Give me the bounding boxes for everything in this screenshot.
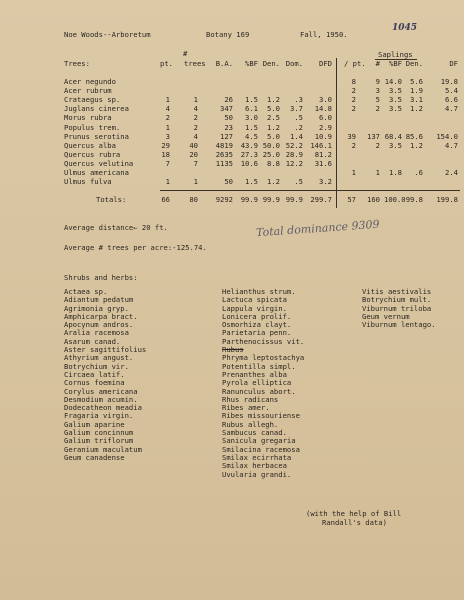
- species-name: Crataegus sp.: [64, 95, 121, 105]
- species-list-item: Parietaria penn.: [222, 328, 292, 338]
- table-cell: 43.9: [240, 140, 258, 150]
- table-cell: 3.7: [290, 104, 303, 114]
- table-cell: 50: [224, 113, 233, 123]
- table-cell: 127: [220, 131, 233, 141]
- species-list-item: Smilacina racemosa: [222, 444, 300, 454]
- species-name: Ulmus fulva: [64, 177, 112, 187]
- table-cell: 137: [367, 131, 380, 141]
- column-header: #: [375, 59, 380, 68]
- table-cell: 8.8: [267, 158, 280, 168]
- total-cell: 66: [161, 195, 170, 204]
- table-cell: 23: [224, 122, 233, 132]
- table-cell: 4.5: [245, 131, 258, 141]
- table-cell: 27.3: [240, 149, 258, 159]
- species-list-item: Apocynum andros.: [64, 320, 134, 330]
- table-cell: 2: [351, 104, 356, 114]
- total-cell: 100.0: [384, 195, 406, 204]
- table-cell: 1135: [215, 158, 233, 168]
- total-cell: 299.7: [310, 195, 332, 204]
- table-cell: 154.0: [436, 131, 458, 141]
- column-header: / pt.: [344, 59, 366, 68]
- total-cell: 99.9: [285, 195, 303, 204]
- species-list-item: Sanicula gregaria: [222, 436, 296, 446]
- table-cell: 6.1: [245, 104, 258, 114]
- total-cell: 99.9: [240, 195, 258, 204]
- species-list-item: Prenanthes alba: [222, 369, 287, 379]
- column-header: DFD: [319, 59, 332, 68]
- table-cell: 81.2: [314, 149, 332, 159]
- species-list-item: Potentilla simpl.: [222, 361, 296, 371]
- table-cell: 5.0: [267, 104, 280, 114]
- table-cell: 2: [351, 86, 356, 96]
- column-header: Den.: [262, 59, 280, 68]
- table-cell: 1.2: [267, 177, 280, 187]
- species-list-item: Pyrola elliptica: [222, 378, 292, 388]
- species-list-item: Corylus americana: [64, 386, 138, 396]
- species-list-item: Vitis aestivalis: [362, 287, 432, 296]
- species-list-item: Rhus radicans: [222, 394, 279, 404]
- total-cell: 9292: [215, 195, 233, 204]
- table-cell: 5.4: [445, 86, 458, 96]
- table-cell: 10.6: [240, 158, 258, 168]
- table-cell: 18: [161, 149, 170, 159]
- total-cell: 57: [347, 195, 356, 204]
- species-name: Juglans cinerea: [64, 104, 129, 114]
- shrubs-column-3: [362, 288, 436, 329]
- handwritten-total: Total dominance 9309: [255, 217, 380, 240]
- species-list-item: Galium triflorum: [64, 436, 134, 446]
- table-cell: 52.2: [285, 140, 303, 150]
- table-cell: 10.9: [314, 131, 332, 141]
- table-cell: 4: [193, 131, 198, 141]
- table-cell: 5.0: [267, 131, 280, 141]
- species-list-item: Viburnum lentago.: [362, 320, 436, 330]
- species-name: Populus trem.: [64, 122, 121, 132]
- table-cell: 2.9: [319, 122, 332, 132]
- total-cell: 160: [367, 195, 380, 204]
- species-list-item: Uvularia grandi.: [222, 469, 292, 479]
- table-cell: 2: [193, 122, 198, 132]
- table-cell: 9: [375, 77, 380, 86]
- species-list-item: Sambucus canad.: [222, 428, 287, 438]
- table-cell: 3.2: [319, 177, 332, 187]
- table-cell: 1: [193, 177, 198, 187]
- table-cell: .6: [414, 168, 423, 177]
- table-cell: 1.5: [245, 177, 258, 187]
- table-cell: 50.0: [262, 140, 280, 150]
- species-name: Prunus serotina: [64, 131, 129, 141]
- table-cell: 1: [375, 168, 380, 177]
- table-cell: 347: [220, 104, 233, 114]
- table-cell: 3.0: [319, 95, 332, 105]
- table-cell: .3: [294, 95, 303, 105]
- term-label: Fall, 1950.: [300, 30, 348, 39]
- footer-line-2: Randall's data): [322, 518, 387, 527]
- table-cell: 2.5: [267, 113, 280, 123]
- table-cell: 50: [224, 177, 233, 187]
- average-trees: Average # trees per acre:-125.74.: [64, 243, 207, 252]
- table-cell: 1: [165, 177, 170, 187]
- species-list-item: Lactuca spicata: [222, 295, 287, 305]
- saplings-label: Saplings: [378, 50, 413, 59]
- species-list-item: Parthenocissus vit.: [222, 336, 305, 346]
- species-list-item: Athyrium angust.: [64, 353, 134, 363]
- table-cell: 3.5: [389, 86, 402, 96]
- species-list-item: Galium aparine: [64, 419, 125, 429]
- table-cell: .5: [294, 113, 303, 123]
- total-cell: 80: [189, 195, 198, 204]
- species-list-item: Geum canadense: [64, 452, 125, 462]
- table-cell: 2: [375, 140, 380, 150]
- table-cell: 2: [351, 140, 356, 150]
- column-header: trees: [184, 59, 206, 68]
- species-list-item: Cornus foemina: [64, 378, 125, 388]
- species-list-item: Osmorhiza clayt.: [222, 320, 292, 330]
- table-cell: 8: [351, 77, 356, 86]
- column-header: B.A.: [215, 59, 233, 68]
- species-list-item: Desmodium acumin.: [64, 394, 138, 404]
- species-list-item: Actaea sp.: [64, 287, 108, 296]
- species-list-item: Botrychium vir.: [64, 361, 129, 371]
- species-list-item: Geum vernum: [362, 311, 410, 321]
- table-cell: .2: [294, 122, 303, 132]
- hash-mark: #: [183, 49, 188, 58]
- table-cell: 26: [224, 95, 233, 105]
- column-header: pt.: [160, 59, 173, 68]
- species-list-item: Aralia racemosa: [64, 328, 129, 338]
- table-cell: 146.1: [310, 140, 332, 150]
- table-cell: 1.5: [245, 122, 258, 132]
- species-name: Morus rubra: [64, 113, 112, 123]
- table-cell: 5.6: [410, 77, 423, 86]
- species-name: Ulmus americana: [64, 168, 129, 177]
- species-list-item: Agrimonia gryp.: [64, 303, 129, 313]
- table-cell: 3: [375, 86, 380, 96]
- species-name: Acer negundo: [64, 77, 116, 86]
- page-number: 1045: [392, 23, 418, 33]
- table-cell: 28.9: [285, 149, 303, 159]
- species-list-item: Lonicera prolif.: [222, 311, 292, 321]
- total-cell: 199.8: [436, 195, 458, 204]
- course-label: Botany 169: [206, 30, 250, 39]
- table-cell: 4819: [215, 140, 233, 150]
- table-cell: 39: [347, 131, 356, 141]
- table-cell: 7: [193, 158, 198, 168]
- table-cell: 25.0: [262, 149, 280, 159]
- table-cell: 1.9: [410, 86, 423, 96]
- species-list-item: Aster sagittifolius: [64, 345, 147, 355]
- species-name: Quercus alba: [64, 140, 116, 150]
- species-name: Quercus velutina: [64, 158, 134, 168]
- column-header: Trees:: [64, 59, 90, 68]
- table-cell: 3.5: [389, 95, 402, 105]
- species-list-item: Rubus allegh.: [222, 419, 279, 429]
- sapling-divider: [336, 58, 337, 208]
- table-cell: 1.8: [389, 168, 402, 177]
- totals-label: Totals:: [96, 195, 127, 204]
- column-header: DF: [449, 59, 458, 68]
- species-name: Quercus rubra: [64, 149, 121, 159]
- table-cell: 20: [189, 149, 198, 159]
- table-cell: 4: [165, 104, 170, 114]
- table-cell: 29: [161, 140, 170, 150]
- table-cell: 2: [351, 95, 356, 105]
- shrubs-heading: Shrubs and herbs:: [64, 273, 138, 282]
- table-cell: 1: [165, 95, 170, 105]
- total-cell: 99.9: [262, 195, 280, 204]
- table-cell: 1: [165, 122, 170, 132]
- shrubs-column-1: [64, 288, 146, 462]
- table-cell: 1: [351, 168, 356, 177]
- table-cell: 4.7: [445, 140, 458, 150]
- table-cell: 1.2: [267, 122, 280, 132]
- species-name: Acer rubrum: [64, 86, 112, 96]
- species-list-item: Botrychium mult.: [362, 295, 432, 305]
- column-header: Dom.: [285, 59, 303, 68]
- table-cell: 3.1: [410, 95, 423, 105]
- species-list-item: Galium concinnum: [64, 428, 134, 438]
- species-list-item: Smilax herbacea: [222, 461, 287, 471]
- species-list-item: Rubus: [222, 345, 244, 355]
- table-cell: 19.8: [440, 77, 458, 86]
- table-cell: 2: [375, 104, 380, 114]
- totals-rule: [160, 190, 460, 191]
- table-cell: 7: [165, 158, 170, 168]
- table-cell: 68.4: [384, 131, 402, 141]
- table-cell: .5: [294, 177, 303, 187]
- column-header: %BF: [389, 59, 402, 68]
- shrubs-column-2: [222, 288, 304, 479]
- table-cell: 2.4: [445, 168, 458, 177]
- species-list-item: Smilax ecirrhata: [222, 452, 292, 462]
- table-cell: 4: [193, 104, 198, 114]
- table-cell: 2: [165, 113, 170, 123]
- table-cell: 40: [189, 140, 198, 150]
- species-list-item: Ribes missouriense: [222, 411, 300, 421]
- column-header: Den.: [405, 59, 423, 68]
- species-list-item: Circaea latif.: [64, 369, 125, 379]
- table-cell: 1.2: [410, 104, 423, 114]
- table-cell: 3.0: [245, 113, 258, 123]
- table-cell: 85.6: [405, 131, 423, 141]
- table-cell: 4.7: [445, 104, 458, 114]
- total-cell: 99.8: [405, 195, 423, 204]
- table-cell: 6.6: [445, 95, 458, 105]
- table-cell: 1.4: [290, 131, 303, 141]
- table-cell: 14.0: [384, 77, 402, 86]
- table-cell: 1.2: [410, 140, 423, 150]
- species-list-item: Fragaria virgin.: [64, 411, 134, 421]
- species-list-item: Dodecatheon meadia: [64, 403, 142, 413]
- table-cell: 3: [165, 131, 170, 141]
- site-title: Noe Woods--Arboretum: [64, 30, 151, 39]
- table-cell: 6.0: [319, 113, 332, 123]
- table-cell: 12.2: [285, 158, 303, 168]
- average-distance: Average distance← 20 ft.: [64, 223, 168, 232]
- column-header: %BF: [245, 59, 258, 68]
- table-cell: 14.8: [314, 104, 332, 114]
- footer-line-1: (with the help of Bill: [306, 509, 402, 518]
- table-cell: 2: [193, 113, 198, 123]
- table-cell: 2635: [215, 149, 233, 159]
- table-cell: 3.5: [389, 104, 402, 114]
- table-cell: 1.2: [267, 95, 280, 105]
- species-list-item: Amphicarpa bract.: [64, 311, 138, 321]
- table-cell: 31.6: [314, 158, 332, 168]
- table-cell: 1: [193, 95, 198, 105]
- table-cell: 3.5: [389, 140, 402, 150]
- table-cell: 5: [375, 95, 380, 105]
- species-list-item: Viburnum triloba: [362, 303, 432, 313]
- species-list-item: Ribes amer.: [222, 403, 270, 413]
- species-list-item: Ranunculus abort.: [222, 386, 296, 396]
- species-list-item: Helianthus strum.: [222, 287, 296, 296]
- species-list-item: Phryma leptostachya: [222, 353, 305, 363]
- table-cell: 1.5: [245, 95, 258, 105]
- species-list-item: Lappula virgin.: [222, 303, 287, 313]
- species-list-item: Asarum canad.: [64, 336, 121, 346]
- species-list-item: Adiantum pedatum: [64, 295, 134, 305]
- species-list-item: Geranium maculatum: [64, 444, 142, 454]
